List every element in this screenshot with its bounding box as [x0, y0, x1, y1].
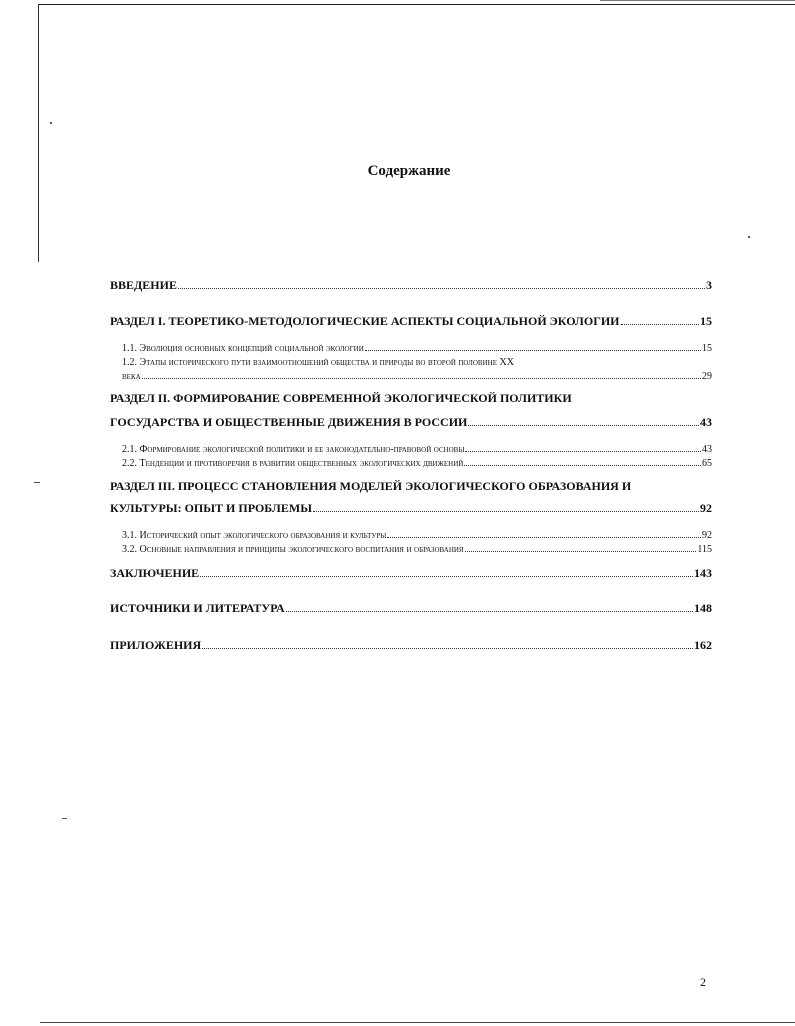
- toc-entry-label: РАЗДЕЛ I. ТЕОРЕТИКО-МЕТОДОЛОГИЧЕСКИЕ АСПЕКТЫ СОЦИАЛЬНОЙ ЭКОЛОГИИ: [110, 314, 620, 328]
- toc-entry-page: 15: [700, 314, 712, 328]
- toc-entry-page: 3: [706, 278, 712, 292]
- scan-speck: [50, 122, 52, 124]
- toc-entry-introduction: [110, 278, 712, 293]
- toc-leader-dots: [465, 550, 697, 552]
- toc-entry-label: ГОСУДАРСТВА И ОБЩЕСТВЕННЫЕ ДВИЖЕНИЯ В РОССИИ: [110, 415, 468, 429]
- toc-entry-3-1: [122, 530, 712, 541]
- toc-leader-dots: [313, 510, 699, 512]
- toc-leader-dots: [202, 647, 693, 649]
- toc-entry-page: 92: [700, 501, 712, 515]
- toc-entry-label: 3.1. Исторический опыт экологического образования и культуры: [122, 530, 387, 541]
- toc-leader-dots: [178, 287, 705, 289]
- toc-leader-dots: [465, 450, 701, 452]
- toc-leader-dots: [464, 464, 701, 466]
- toc-entry-label: 3.2. Основные направления и принципы экологического воспитания и образования: [122, 544, 464, 555]
- toc-leader-dots: [286, 610, 693, 612]
- toc-entry-1-1: [122, 343, 712, 354]
- toc-leader-dots: [387, 536, 701, 538]
- toc-leader-dots: [200, 575, 693, 577]
- toc-entry-1-2-line1: 1.2. Этапы исторического пути взаимоотношений общества и природы во второй половине XX: [122, 357, 514, 368]
- toc-entry-page: 143: [694, 566, 712, 580]
- scan-speck: [748, 236, 750, 238]
- toc-entry-section-3-line1: РАЗДЕЛ III. ПРОЦЕСС СТАНОВЛЕНИЯ МОДЕЛЕЙ ЭКОЛОГИЧЕСКОГО ОБРАЗОВАНИЯ И: [110, 479, 632, 493]
- toc-entry-label: 1.1. Эволюция основных концепций социальной экологии: [122, 343, 364, 354]
- toc-entry-page: 92: [702, 530, 712, 541]
- toc-entry-page: 43: [700, 415, 712, 429]
- toc-entry-page: 43: [702, 444, 712, 455]
- scan-speck: [62, 818, 67, 819]
- toc-entry-label: ПРИЛОЖЕНИЯ: [110, 638, 202, 652]
- toc-entry-label: 2.1. Формирование экологической политики и ее законодательно-правовой основы: [122, 444, 465, 455]
- toc-entry-label: ВВЕДЕНИЕ: [110, 278, 177, 292]
- toc-entry-label: КУЛЬТУРЫ: ОПЫТ И ПРОБЛЕМЫ: [110, 501, 312, 515]
- scan-speck: [34, 482, 40, 483]
- toc-leader-dots: [621, 323, 699, 325]
- toc-entry-label: ЗАКЛЮЧЕНИЕ: [110, 566, 200, 580]
- toc-entry-page: 29: [702, 371, 712, 382]
- toc-entry-page: 115: [697, 544, 712, 555]
- toc-entry-label: ИСТОЧНИКИ И ЛИТЕРАТУРА: [110, 601, 285, 615]
- toc-entry-3-2: [122, 544, 712, 555]
- scan-edge-top-right: [600, 0, 795, 1]
- toc-leader-dots: [365, 349, 701, 351]
- toc-entry-page: 65: [702, 458, 712, 469]
- toc-entry-label: 2.2. Тенденции и противоречия в развитии общественных экологических движений: [122, 458, 464, 469]
- toc-leader-dots: [468, 424, 699, 426]
- toc-entry-page: 15: [702, 343, 712, 354]
- toc-entry-section-2-line1: РАЗДЕЛ II. ФОРМИРОВАНИЕ СОВРЕМЕННОЙ ЭКОЛОГИЧЕСКОЙ ПОЛИТИКИ: [110, 391, 572, 405]
- scan-edge-bottom: [40, 1022, 795, 1023]
- toc-entry-appendices: [110, 638, 712, 653]
- toc-entry-section-3: [110, 501, 712, 516]
- toc-entry-2-1: [122, 444, 712, 455]
- toc-entry-sources: [110, 601, 712, 616]
- toc-entry-page: 148: [694, 601, 712, 615]
- toc-entry-1-2: [122, 371, 712, 382]
- scan-edge-left: [38, 4, 39, 262]
- toc-entry-section-2: [110, 415, 712, 430]
- toc-leader-dots: [142, 377, 701, 379]
- scan-edge-top: [38, 4, 795, 5]
- toc-entry-page: 162: [694, 638, 712, 652]
- toc-entry-label: века: [122, 371, 141, 382]
- page-title: Содержание: [367, 163, 451, 179]
- toc-entry-2-2: [122, 458, 712, 469]
- toc-entry-conclusion: [110, 566, 712, 581]
- toc-entry-section-1: [110, 314, 712, 329]
- page-number: 2: [700, 975, 706, 989]
